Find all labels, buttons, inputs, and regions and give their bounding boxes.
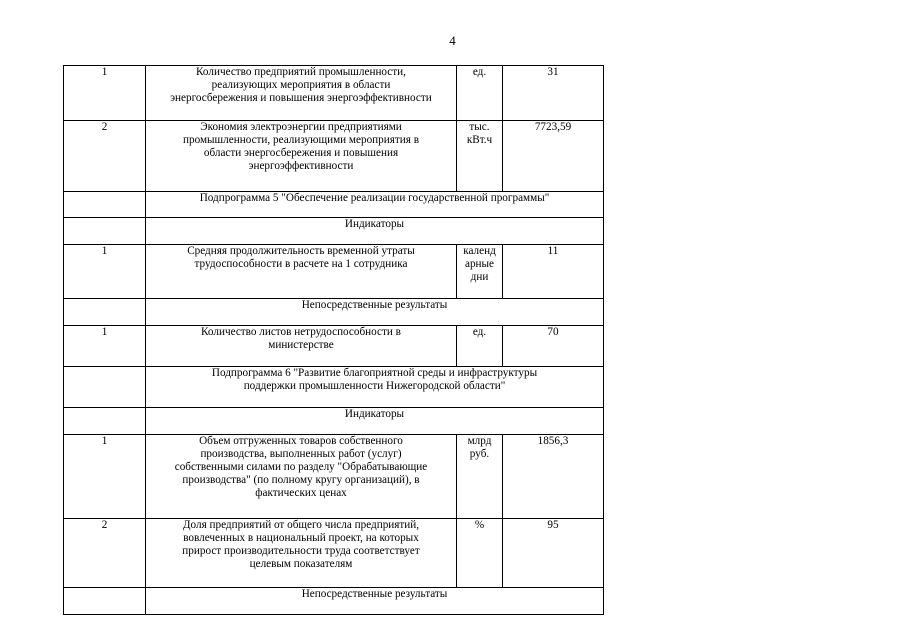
unit-cell: календ арные дни (457, 245, 503, 299)
section-heading-row (64, 192, 604, 218)
empty-cell (64, 299, 146, 326)
table-row (64, 245, 604, 299)
unit-cell: ед. (457, 66, 503, 121)
empty-cell (64, 192, 146, 218)
indicator-description: Доля предприятий от общего числа предприятий, вовлеченных в национальный проект, на которых прирост производительности труда соответствует целевым показателям (146, 519, 457, 588)
empty-cell (64, 408, 146, 435)
value-cell: 7723,59 (503, 121, 604, 192)
section-heading-row (64, 299, 604, 326)
table-row (64, 435, 604, 519)
empty-cell (64, 367, 146, 408)
row-number: 2 (64, 121, 146, 192)
unit-cell: ед. (457, 326, 503, 367)
row-number: 1 (64, 66, 146, 121)
unit-cell: % (457, 519, 503, 588)
value-cell: 70 (503, 326, 604, 367)
indicator-description: Экономия электроэнергии предприятиями промышленности, реализующими мероприятия в области энергосбережения и повышения энергоэффективности (146, 121, 457, 192)
indicator-description: Количество предприятий промышленности, реализующих мероприятия в области энергосбережения и повышения энергоэффективности (146, 66, 457, 121)
unit-cell: тыс. кВт.ч (457, 121, 503, 192)
indicators-heading: Индикаторы (146, 218, 604, 245)
indicator-description: Количество листов нетрудоспособности в министерстве (146, 326, 457, 367)
unit-cell: млрд руб. (457, 435, 503, 519)
row-number: 1 (64, 326, 146, 367)
indicator-description: Объем отгруженных товаров собственного производства, выполненных работ (услуг) собственными силами по разделу "Обрабатывающие производства" (по полному кругу организаций), в фактических ценах (146, 435, 457, 519)
subprogram-6-heading: Подпрограмма 6 "Развитие благоприятной среды и инфраструктуры поддержки промышленности Нижегородской области" (146, 367, 604, 408)
direct-results-heading: Непосредственные результаты (146, 299, 604, 326)
indicator-description: Средняя продолжительность временной утраты трудоспособности в расчете на 1 сотрудника (146, 245, 457, 299)
subprogram-5-heading: Подпрограмма 5 "Обеспечение реализации государственной программы" (146, 192, 604, 218)
section-heading-row (64, 588, 604, 615)
value-cell: 31 (503, 66, 604, 121)
indicators-table (63, 65, 604, 615)
table-row (64, 326, 604, 367)
indicators-heading: Индикаторы (146, 408, 604, 435)
value-cell: 1856,3 (503, 435, 604, 519)
table-row (64, 66, 604, 121)
empty-cell (64, 588, 146, 615)
section-heading-row (64, 218, 604, 245)
table-row (64, 519, 604, 588)
table-row (64, 121, 604, 192)
value-cell: 95 (503, 519, 604, 588)
row-number: 2 (64, 519, 146, 588)
row-number: 1 (64, 245, 146, 299)
section-heading-row (64, 408, 604, 435)
value-cell: 11 (503, 245, 604, 299)
section-heading-row (64, 367, 604, 408)
page-number: 4 (449, 33, 456, 48)
empty-cell (64, 218, 146, 245)
row-number: 1 (64, 435, 146, 519)
direct-results-heading: Непосредственные результаты (146, 588, 604, 615)
